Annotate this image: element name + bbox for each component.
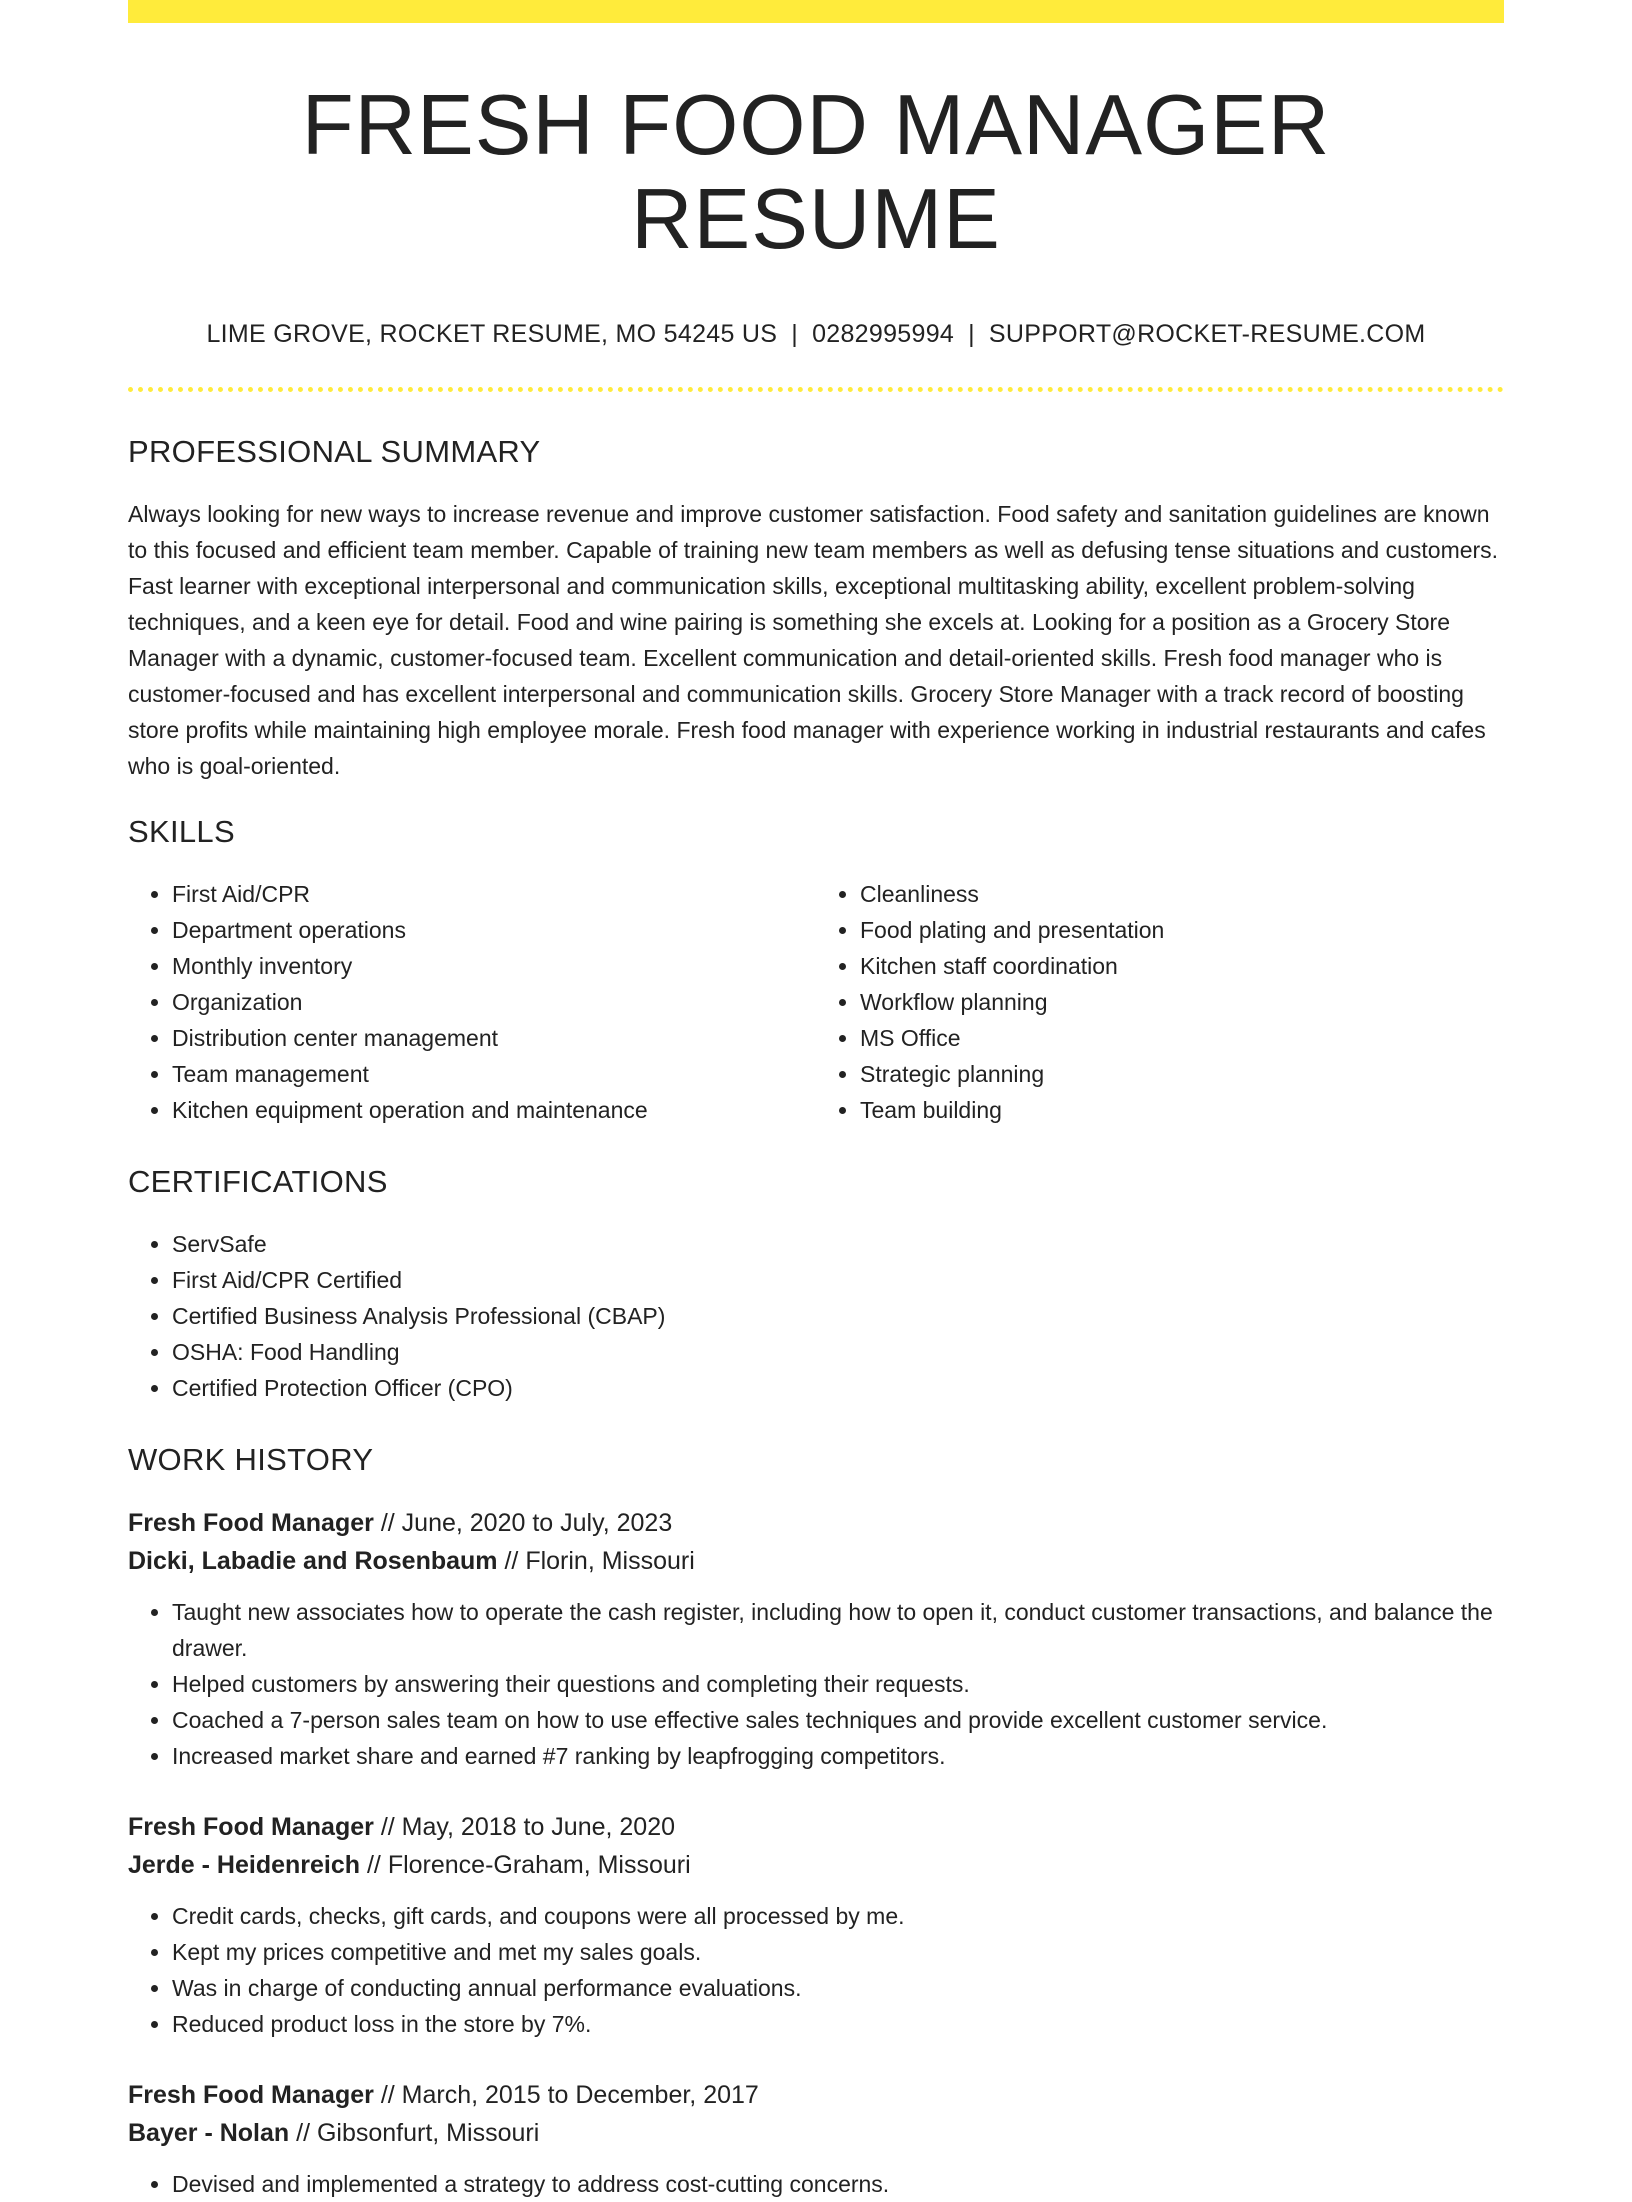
job-bullets: [128, 2166, 1504, 2202]
job-company-line: [128, 1846, 1504, 1884]
summary-text: Always looking for new ways to increase revenue and improve customer satisfaction. Food safety and sanitation guidelines are known to this focused and efficient team member. Capable of training new team members as well as defusing tense situations and customers. Fast learner with exceptional interpersonal and communication skills, exceptional multitasking ability, excellent problem-solving techniques, and a keen eye for detail. Food and wine pairing is something she excels at. Looking for a position as a Grocery Store Manager with a dynamic, customer-focused team. Excellent communication and detail-oriented skills. Fresh food manager who is customer-focused and has excellent interpersonal and communication skills. Grocery Store Manager with a track record of boosting store profits while maintaining high employee morale. Fresh food manager with experience working in industrial restaurants and cafes who is goal-oriented.: [128, 501, 1499, 779]
resume-page: [128, 0, 1504, 2202]
contact-address: LIME GROVE, ROCKET RESUME, MO 54245 US: [206, 320, 778, 348]
job-company-line: [128, 1542, 1504, 1580]
job-location: // Gibsonfurt, Missouri: [296, 2119, 540, 2147]
job-bullet: • Taught new associates how to operate the cash register, including how to open it, conduct customer transactions, and balance the drawer.: [172, 1594, 1504, 1666]
job-role: Fresh Food Manager: [128, 1509, 374, 1537]
skill-item: • Team management: [172, 1056, 816, 1092]
skill-item: • First Aid/CPR: [172, 876, 816, 912]
skills-column-left: [128, 876, 816, 1128]
summary-heading: PROFESSIONAL SUMMARY: [128, 434, 541, 469]
job-entry: [128, 1504, 1504, 1774]
job-company: Dicki, Labadie and Rosenbaum: [128, 1547, 498, 1575]
skill-item: • Organization: [172, 984, 816, 1020]
job-role-line: [128, 1504, 1504, 1542]
skill-item: • Kitchen staff coordination: [860, 948, 1504, 984]
job-bullet: • Devised and implemented a strategy to address cost-cutting concerns.: [172, 2166, 1504, 2202]
certifications-heading: CERTIFICATIONS: [128, 1164, 388, 1199]
skill-item: • Team building: [860, 1092, 1504, 1128]
job-location: // Florin, Missouri: [504, 1547, 695, 1575]
skill-item: • Monthly inventory: [172, 948, 816, 984]
skill-item: • Food plating and presentation: [860, 912, 1504, 948]
dotted-divider: [128, 387, 1504, 392]
contact-line: [128, 320, 1504, 349]
job-bullet: • Increased market share and earned #7 ranking by leapfrogging competitors.: [172, 1738, 1504, 1774]
job-bullet: • Reduced product loss in the store by 7%.: [172, 2006, 1504, 2042]
skill-item: • Workflow planning: [860, 984, 1504, 1020]
contact-separator: |: [968, 320, 975, 348]
certification-item: • ServSafe: [172, 1226, 1504, 1262]
skill-item: • Distribution center management: [172, 1020, 816, 1056]
job-role-line: [128, 1808, 1504, 1846]
skill-item: • Kitchen equipment operation and maintenance: [172, 1092, 816, 1128]
certification-item: • First Aid/CPR Certified: [172, 1262, 1504, 1298]
certification-item: • Certified Business Analysis Professional (CBAP): [172, 1298, 1504, 1334]
job-dates: // May, 2018 to June, 2020: [380, 1813, 676, 1841]
job-bullets: [128, 1898, 1504, 2042]
job-dates: // March, 2015 to December, 2017: [380, 2081, 759, 2109]
job-bullet: • Was in charge of conducting annual performance evaluations.: [172, 1970, 1504, 2006]
contact-separator: |: [791, 320, 799, 348]
skill-item: • Department operations: [172, 912, 816, 948]
job-company-line: [128, 2114, 1504, 2152]
resume-title: FRESH FOOD MANAGER RESUME: [301, 78, 1331, 267]
top-accent-bar: [128, 0, 1504, 23]
skill-item: • Strategic planning: [860, 1056, 1504, 1092]
job-role-line: [128, 2076, 1504, 2114]
job-company: Jerde - Heidenreich: [128, 1851, 361, 1879]
job-entry: [128, 2076, 1504, 2202]
job-bullets: [128, 1594, 1504, 1774]
work-history-heading: WORK HISTORY: [128, 1442, 374, 1477]
certifications-list: [128, 1226, 1504, 1406]
job-role: Fresh Food Manager: [128, 1813, 374, 1841]
skills-heading: SKILLS: [128, 814, 235, 849]
job-location: // Florence-Graham, Missouri: [366, 1851, 691, 1879]
skill-item: • Cleanliness: [860, 876, 1504, 912]
job-bullet: • Coached a 7-person sales team on how to use effective sales techniques and provide excellent customer service.: [172, 1702, 1504, 1738]
job-dates: // June, 2020 to July, 2023: [380, 1509, 673, 1537]
skills-column-right: [816, 876, 1504, 1128]
job-company: Bayer - Nolan: [128, 2119, 290, 2147]
job-bullet: • Kept my prices competitive and met my sales goals.: [172, 1934, 1504, 1970]
skill-item: • MS Office: [860, 1020, 1504, 1056]
certification-item: • Certified Protection Officer (CPO): [172, 1370, 1504, 1406]
job-role: Fresh Food Manager: [128, 2081, 374, 2109]
contact-email: SUPPORT@ROCKET-RESUME.COM: [988, 320, 1426, 348]
job-bullet: • Helped customers by answering their questions and completing their requests.: [172, 1666, 1504, 1702]
certification-item: • OSHA: Food Handling: [172, 1334, 1504, 1370]
job-entry: [128, 1808, 1504, 2042]
contact-phone: 0282995994: [812, 320, 955, 348]
job-bullet: • Credit cards, checks, gift cards, and coupons were all processed by me.: [172, 1898, 1504, 1934]
skills-list: [128, 876, 1504, 1128]
